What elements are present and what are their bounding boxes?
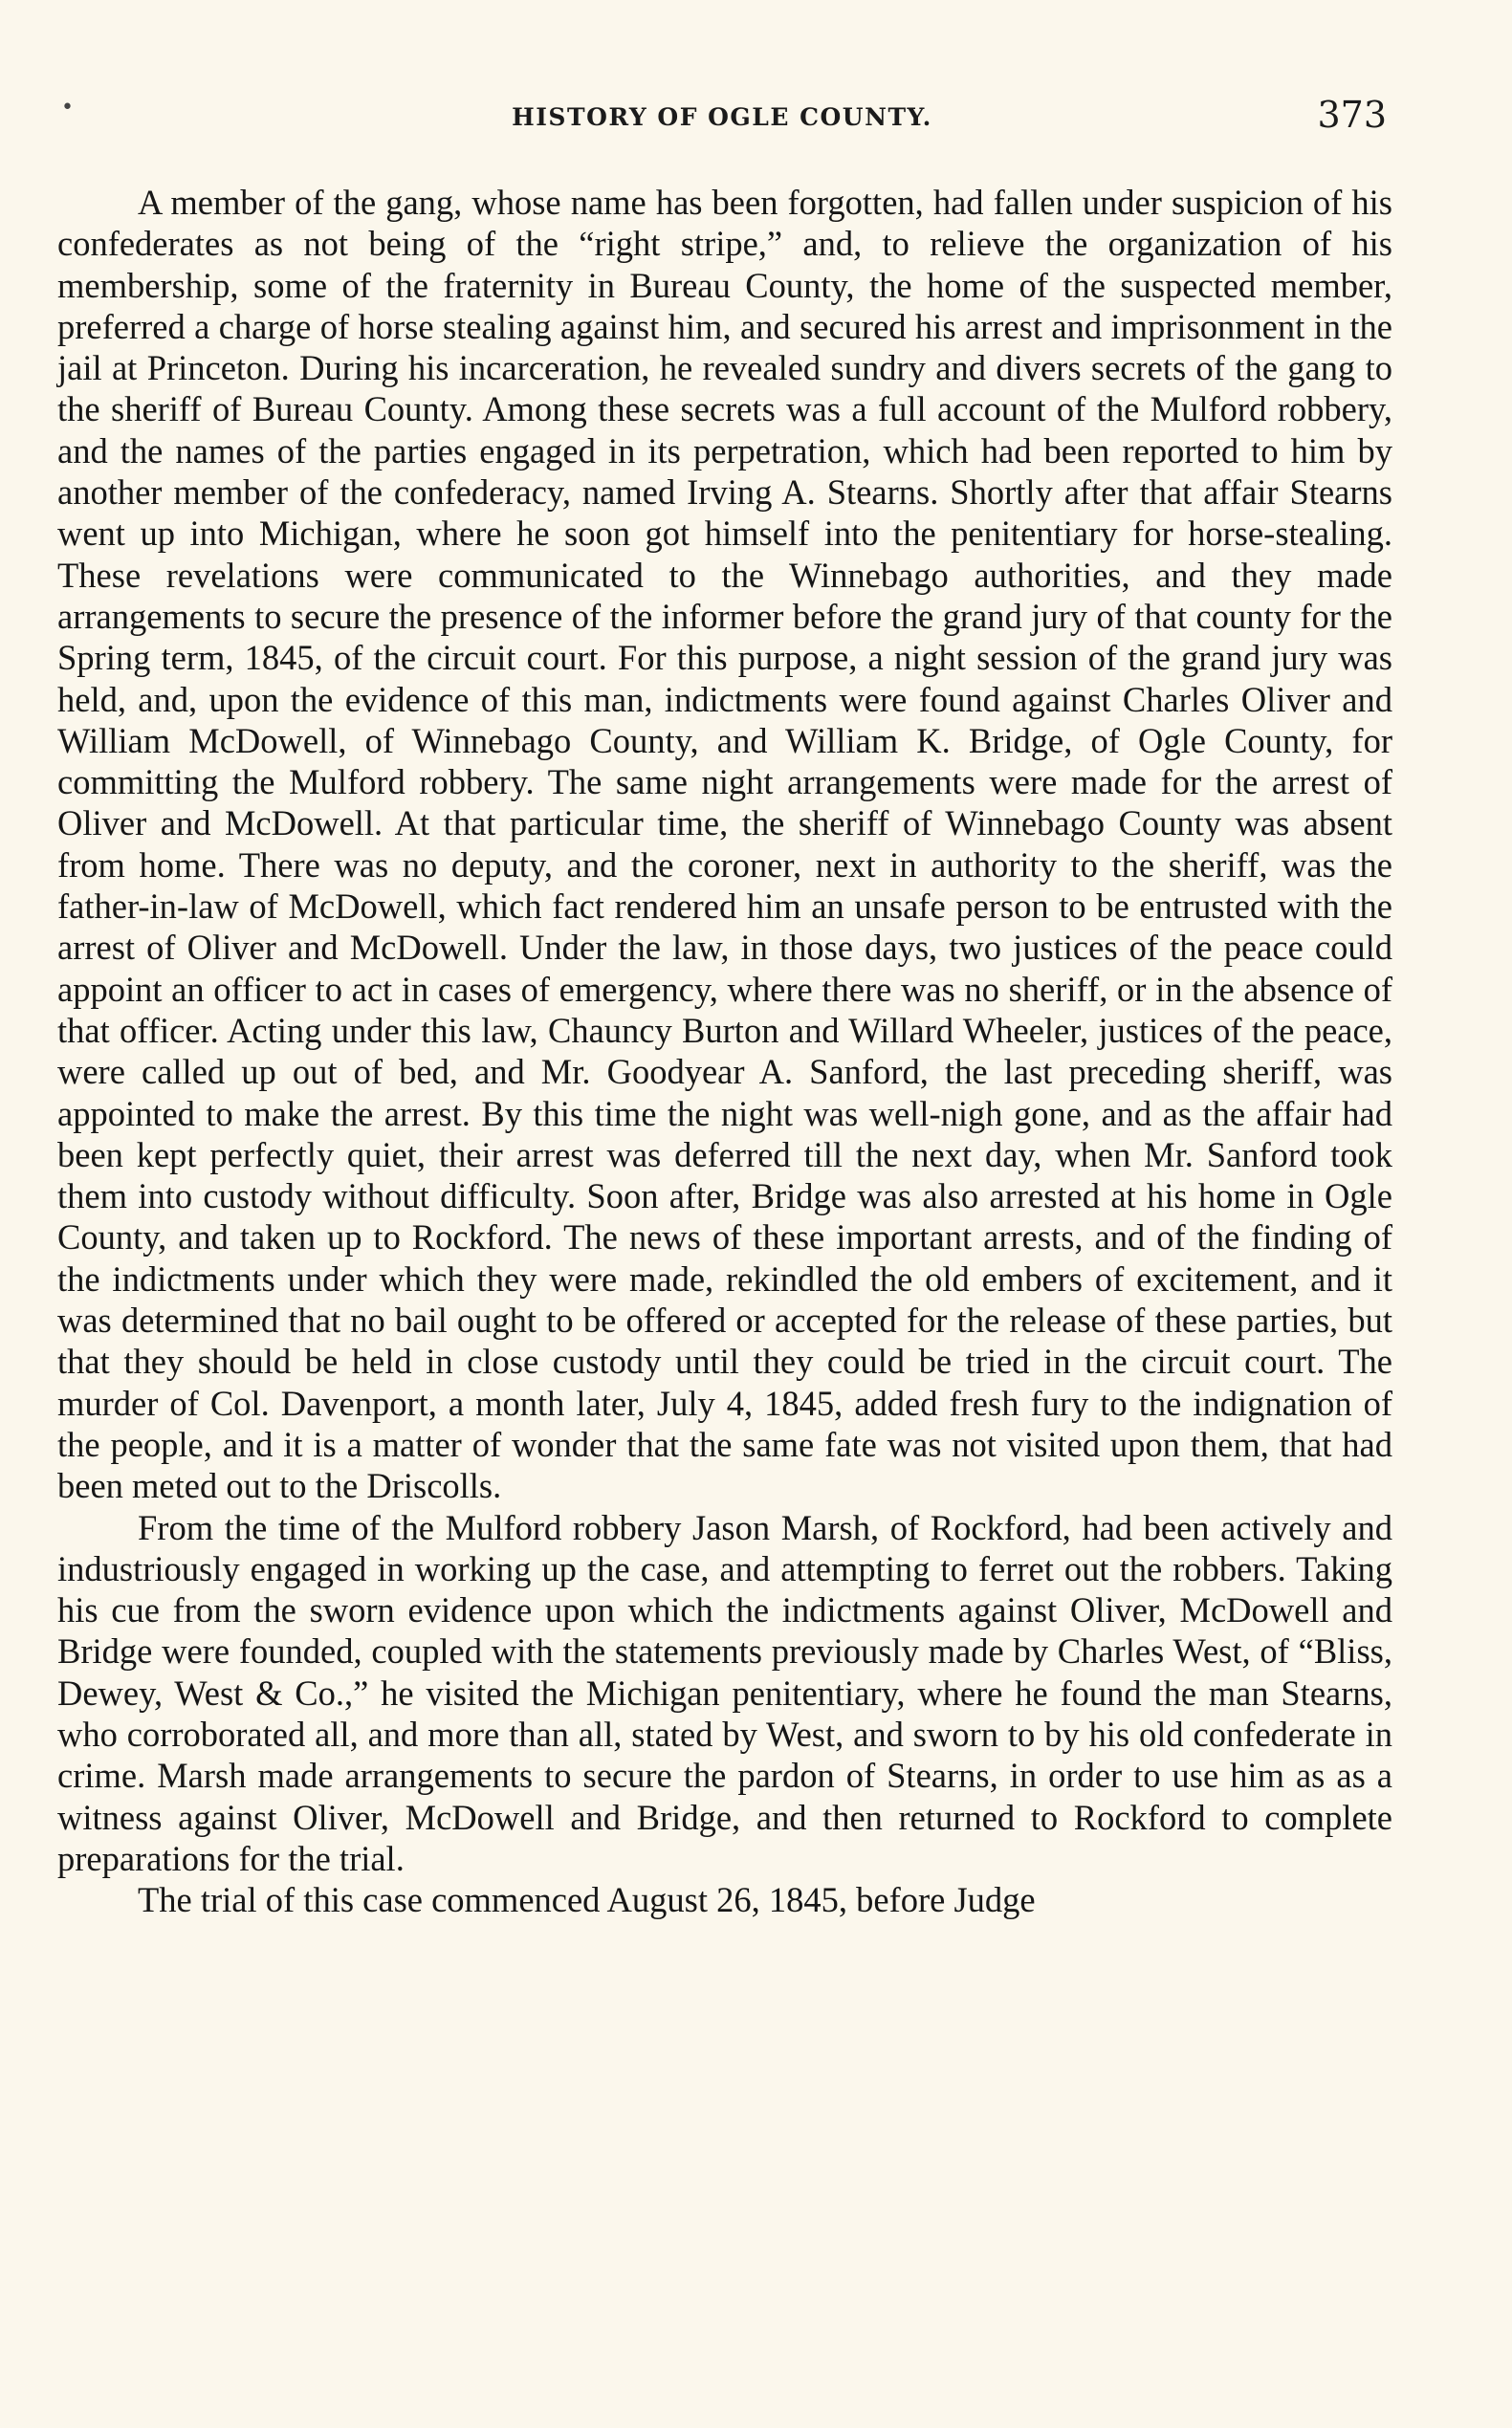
page-number: 373 [1317, 94, 1387, 136]
header-mark: • [61, 96, 74, 120]
body-text [57, 182, 1392, 1920]
paragraph: The trial of this case commenced August 26, 1845, before Judge [138, 1880, 1036, 1920]
running-title: HISTORY OF OGLE COUNTY. [512, 103, 932, 131]
running-head [57, 92, 1387, 140]
paragraph: From the time of the Mulford robbery Jason Marsh, of Rockford, had been actively and industriously engaged in working up the case, and attempting to ferret out the robbers. Taking his cue from the sworn evidence upon which the indictments against Oliver, McDowell and Bridge were founded, coupled with the statements previously made by Charles West, of “Bliss, Dewey, West & Co.,” he visited the Michigan penitentiary, where he found the man Stearns, who corroborated all, and more than all, stated by West, and sworn to by his old confederate in crime. Marsh made arrangements to secure the pardon of Stearns, in order to use him as as a witness against Oliver, McDowell and Bridge, and then returned to Rockford to complete preparations for the trial. [57, 1507, 1392, 1878]
paragraph: A member of the gang, whose name has been forgotten, had fallen under suspicion of his confederates as not being of the “right stripe,” and, to relieve the organization of his membership, some of the fraternity in Bureau County, the home of the suspected member, preferred a charge of horse stealing against him, and secured his arrest and imprisonment in the jail at Princeton. During his incarceration, he revealed sundry and divers secrets of the gang to the sheriff of Bureau County. Among these secrets was a full account of the Mulford robbery, and the names of the parties engaged in its perpetration, which had been reported to him by another member of the confederacy, named Irving A. Stearns. Shortly after that affair Stearns went up into Michigan, where he soon got himself into the penitentiary for horse-stealing. These revelations were communicated to the Winnebago authorities, and they made arrangements to secure the presence of the informer before the grand jury of that county for the Spring term, 1845, of the circuit court. For this purpose, a night session of the grand jury was held, and, upon the evidence of this man, indictments were found against Charles Oliver and William McDowell, of Winnebago County, and William K. Bridge, of Ogle County, for committing the Mulford robbery. The same night arrangements were made for the arrest of Oliver and McDowell. At that particular time, the sheriff of Winnebago County was absent from home. There was no deputy, and the coroner, next in authority to the sheriff, was the father-in-law of McDowell, which fact rendered him an unsafe person to be entrusted with the arrest of Oliver and McDowell. Under the law, in those days, two justices of the peace could appoint an officer to act in cases of emergency, where there was no sheriff, or in the absence of that officer. Acting under this law, Chauncy Burton and Willard Wheeler, justices of the peace, were called up out of bed, and Mr. Goodyear A. Sanford, the last preceding sheriff, was appointed to make the arrest. By this time the night was well-nigh gone, and as the affair had been kept perfectly quiet, their arrest was deferred till the next day, when Mr. Sanford took them into custody without difficulty. Soon after, Bridge was also arrested at his home in Ogle County, and taken up to Rockford. The news of these important arrests, and of the finding of the indictments under which they were made, rekindled the old embers of excitement, and it was determined that no bail ought to be offered or accepted for the release of these parties, but that they should be held in close custody until they could be tried in the circuit court. The murder of Col. Davenport, a month later, July 4, 1845, added fresh fury to the indignation of the people, and it is a matter of wonder that the same fate was not visited upon them, that had been meted out to the Driscolls. [57, 183, 1392, 1506]
